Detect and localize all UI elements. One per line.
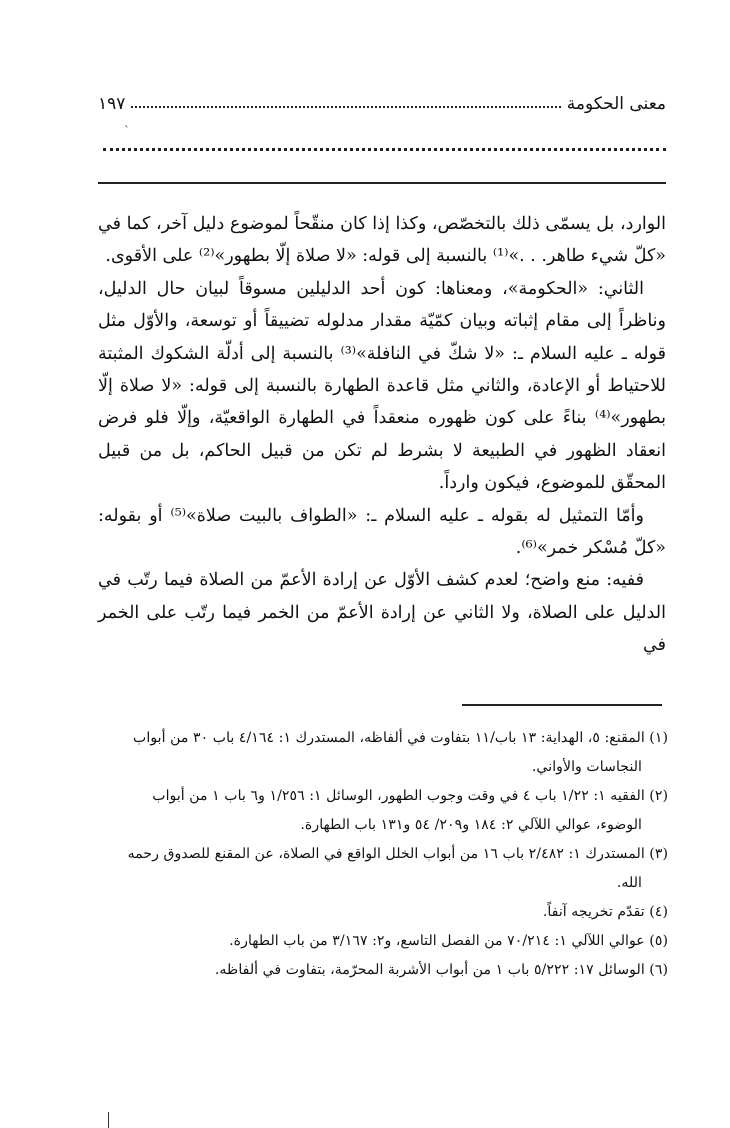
footnote-text: عوالي اللآلي ١: ٧٠/٢١٤ من الفصل التاسع، و٢: ٣/١٦٧ من باب الطهارة. xyxy=(229,933,645,949)
footnote-1-continuation: النجاسات والأواني. xyxy=(531,759,642,775)
tick-mark-icon: ˋ xyxy=(124,124,130,138)
footnotes xyxy=(98,724,668,985)
solid-divider xyxy=(98,182,666,184)
body-paragraph-3: وأمّا التمثيل له بقوله ـ عليه السلام ـ: «الطواف بالبيت صلاة»⁽⁵⁾ أو بقوله: «كلّ مُسْكر خمر»⁽⁶⁾. xyxy=(98,505,666,559)
footnote-number: (٥) xyxy=(649,933,668,949)
footnote-text: الوسائل ١٧: ٥/٢٢٢ باب ١ من أبواب الأشربة المحرّمة، بتفاوت في ألفاظه. xyxy=(214,962,645,978)
header-title: معنى الحكومة xyxy=(566,94,666,114)
footnote-number: (٤) xyxy=(649,904,668,920)
footnote-4 xyxy=(98,898,668,927)
footnote-text: تقدّم تخريجه آنفاً. xyxy=(542,904,645,920)
running-header xyxy=(98,86,666,114)
footnote-number: (١) xyxy=(649,730,668,746)
footnote-number: (٦) xyxy=(649,962,668,978)
page-edge-mark xyxy=(108,1112,109,1128)
body-paragraph-4: ففيه: منع واضح؛ لعدم كشف الأوّل عن إرادة الأعمّ من الصلاة فيما رتّب في الدليل على الصلاة، ولا الثاني عن إرادة الأعمّ من الخمر فيما رتّب على الخمر في xyxy=(98,570,666,656)
footnote-6 xyxy=(98,956,668,985)
footnote-2-continuation: الوضوء، عوالي اللآلي ٢: ١٨٤ و٢٠٩/ ٥٤ و١٣١ باب الطهارة. xyxy=(300,817,642,833)
header-dot-leader xyxy=(131,106,560,108)
footnote-divider xyxy=(462,704,662,706)
footnote-number: (٣) xyxy=(649,846,668,862)
footnote-3 xyxy=(98,840,668,869)
footnote-5 xyxy=(98,927,668,956)
body-paragraph-1: الوارد، بل يسمّى ذلك بالتخصّص، وكذا إذا كان منقّحاً لموضوع دليل آخر، كما في «كلّ شيء طاهر. . .»⁽¹⁾ بالنسبة إلى قوله: «لا صلاة إلّا بطهور»⁽²⁾ على الأقوى. xyxy=(98,214,666,267)
main-text xyxy=(98,208,666,662)
footnote-3-continuation: الله. xyxy=(616,875,642,891)
footnote-number: (٢) xyxy=(649,788,668,804)
dotted-divider xyxy=(103,148,666,151)
body-paragraph-2: الثاني: «الحكومة»، ومعناها: كون أحد الدليلين مسوقاً لبيان حال الدليل، وناظراً إلى مقام إثباته وبيان كمّيّة مقدار مدلوله تضييقاً أو توسعة، والأوّل مثل قوله ـ عليه السلام ـ: «لا شكّ في النافلة»⁽³⁾ بالنسبة إلى أدلّة الشكوك المثبتة للاحتياط أو الإعادة، والثاني مثل قاعدة الطهارة بالنسبة إلى قوله: «لا صلاة إلّا بطهور»⁽⁴⁾ بناءً على كون ظهوره منعقداً في الطهارة الواقعيّة، وإلّا فلو فرض انعقاد الظهور في الطبيعة لا بشرط لم تكن من قبيل الحاكم، بل من قبيل المحقّق للموضوع، فيكون وارداً. xyxy=(98,278,666,494)
footnote-2 xyxy=(98,782,668,811)
footnote-text: الفقيه ١: ١/٢٢ باب ٤ في وقت وجوب الطهور، الوسائل ١: ١/٢٥٦ و٦ باب ١ من أبواب xyxy=(152,788,645,804)
footnote-text: المستدرك ١: ٢/٤٨٢ باب ١٦ من أبواب الخلل الواقع في الصلاة، عن المقنع للصدوق رحمه xyxy=(127,846,645,862)
page-number: ١٩٧ xyxy=(98,94,126,114)
footnote-1 xyxy=(98,724,668,753)
footnote-text: المقنع: ٥، الهداية: ١٣ باب/١١ بتفاوت في ألفاظه، المستدرك ١: ٤/١٦٤ باب ٣٠ من أبواب xyxy=(133,730,645,746)
